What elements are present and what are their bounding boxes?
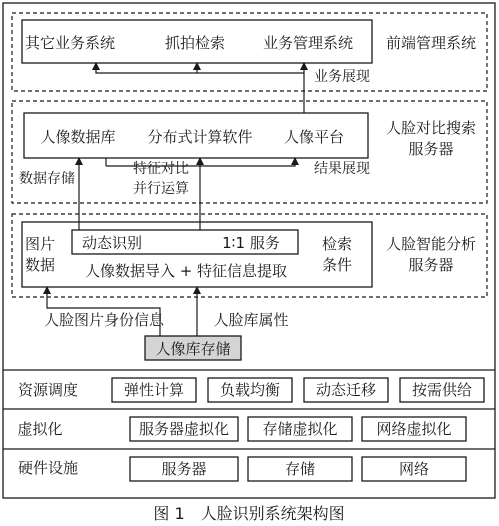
frontend-label: 前端管理系统 xyxy=(385,34,477,52)
server-virtualization-label: 服务器虚拟化 xyxy=(138,420,230,438)
import-extract-label: 人像数据导入 + 特征信息提取 xyxy=(84,262,288,280)
elastic-compute-label: 弹性计算 xyxy=(123,381,185,399)
hardware-server-label: 服务器 xyxy=(161,460,207,478)
image-data-label-line2: 数据 xyxy=(24,256,56,274)
load-balance-label: 负载均衡 xyxy=(219,381,281,399)
network-virtualization-label: 网络虚拟化 xyxy=(376,420,452,438)
face-db-attribute-label: 人脸库属性 xyxy=(213,311,289,329)
result-display-label: 结果展现 xyxy=(314,161,370,177)
row-virtualization-label: 虚拟化 xyxy=(17,420,63,438)
comparison-label-line2: 服务器 xyxy=(408,140,454,158)
feature-compare-label-line2: 并行运算 xyxy=(133,181,189,197)
data-storage-label: 数据存储 xyxy=(19,171,75,187)
portrait-storage-label: 人像库存储 xyxy=(155,340,231,358)
business-display-label: 业务展现 xyxy=(314,69,370,85)
face-identity-label: 人脸图片身份信息 xyxy=(43,311,165,329)
one-to-one-service-label: 1∶1 服务 xyxy=(222,234,280,252)
hardware-storage-label: 存储 xyxy=(284,460,316,478)
hardware-network-label: 网络 xyxy=(398,460,430,478)
analysis-label-line1: 人脸智能分析 xyxy=(385,235,477,253)
frontend-item-other: 其它业务系统 xyxy=(24,34,116,52)
row-resource-label: 资源调度 xyxy=(17,381,79,399)
frontend-item-business: 业务管理系统 xyxy=(262,34,354,52)
comparison-item-distributed: 分布式计算软件 xyxy=(147,128,253,146)
dynamic-recognition-label: 动态识别 xyxy=(81,234,143,252)
comparison-item-portrait-platform: 人像平台 xyxy=(283,128,345,146)
comparison-label-line1: 人脸对比搜索 xyxy=(385,119,477,137)
search-condition-label-line1: 检索 xyxy=(321,235,353,253)
analysis-label-line2: 服务器 xyxy=(408,256,454,274)
figure-caption: 图 1 人脸识别系统架构图 xyxy=(153,504,345,523)
image-data-label-line1: 图片 xyxy=(24,235,56,253)
dynamic-migration-label: 动态迁移 xyxy=(315,381,377,399)
storage-virtualization-label: 存储虚拟化 xyxy=(262,420,338,438)
on-demand-label: 按需供给 xyxy=(411,381,473,399)
frontend-item-capture: 抓拍检索 xyxy=(164,34,226,52)
comparison-item-portrait-db: 人像数据库 xyxy=(40,128,116,146)
search-condition-label-line2: 条件 xyxy=(321,256,353,274)
feature-compare-label-line1: 特征对比 xyxy=(133,161,189,177)
row-hardware-label: 硬件设施 xyxy=(17,459,79,477)
